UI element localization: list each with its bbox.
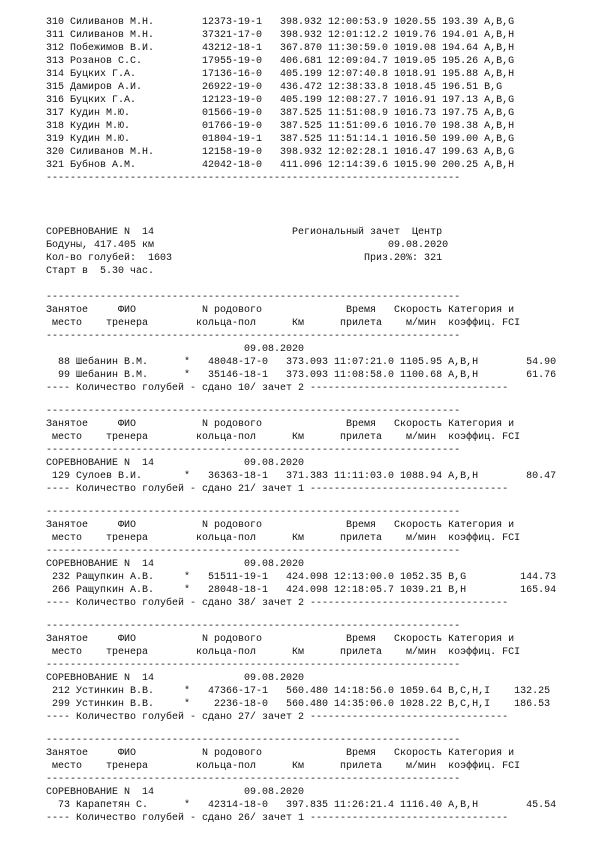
block-footer: ---- Количество голубей - сдано 26/ зачет 1 --------------------------------- [46,813,509,824]
competition-title: СОРЕВНОВАНИЕ N 14 Региональный зачет Центр [46,227,443,238]
block-title: 09.08.2020 [46,344,305,355]
column-header-row: Занятое ФИО N родового Время Скорость Категория и [46,520,515,531]
rule-line: --------------------------------------------------------------------- [46,660,461,671]
block-footer: ---- Количество голубей - сдано 10/ зачет 2 --------------------------------- [46,383,509,394]
column-header-row: Занятое ФИО N родового Время Скорость Категория и [46,305,515,316]
column-header-row: место тренера кольца-пол Км прилета м/мин коэффиц. FCI [46,318,521,329]
column-header-row: место тренера кольца-пол Км прилета м/мин коэффиц. FCI [46,761,521,772]
competition-pigeon-count: Кол-во голубей: 1603 Приз.20%: 321 [46,253,443,264]
competition-start: Старт в 5.30 час. [46,266,155,277]
result-row: 317 Кудин М.Ю. 01566-19-0 387.525 11:51:08.9 1016.73 197.75 A,B,G [46,108,515,119]
column-header-row: место тренера кольца-пол Км прилета м/мин коэффиц. FCI [46,432,521,443]
result-row: 312 Побежимов В.И. 43212-18-1 367.870 11:30:59.0 1019.08 194.64 A,B,H [46,43,515,54]
column-header-row: место тренера кольца-пол Км прилета м/мин коэффиц. FCI [46,647,521,658]
block-title: СОРЕВНОВАНИЕ N 14 09.08.2020 [46,787,305,798]
rule-line: --------------------------------------------------------------------- [46,406,461,417]
block-footer: ---- Количество голубей - сдано 27/ зачет 2 --------------------------------- [46,712,509,723]
result-row: 319 Кудин М.Ю. 01804-19-1 387.525 11:51:14.1 1016.50 199.00 A,B,G [46,134,515,145]
result-row: 266 Ращупкин А.В. * 28048-18-1 424.098 12:18:05.7 1039.21 B,H 165.94 [46,585,557,596]
result-row: 315 Дамиров А.И. 26922-19-0 436.472 12:38:33.8 1018.45 196.51 B,G [46,82,503,93]
rule-line: --------------------------------------------------------------------- [46,331,461,342]
block-footer: ---- Количество голубей - сдано 38/ зачет 2 --------------------------------- [46,598,509,609]
result-row: 314 Буцких Г.А. 17136-16-0 405.199 12:07:40.8 1018.91 195.88 A,B,H [46,69,515,80]
result-row: 212 Устинкин В.В. * 47366-17-1 560.480 14:18:56.0 1059.64 B,C,H,I 132.25 [46,686,551,697]
result-row: 99 Шебанин В.М. * 35146-18-1 373.093 11:08:58.0 1100.68 A,B,H 61.76 [46,370,557,381]
result-row: 299 Устинкин В.В. * 2236-18-0 560.480 14:35:06.0 1028.22 B,C,H,I 186.53 [46,699,551,710]
rule-line: --------------------------------------------------------------------- [46,173,461,184]
column-header-row: Занятое ФИО N родового Время Скорость Категория и [46,419,515,430]
column-header-row: Занятое ФИО N родового Время Скорость Категория и [46,634,515,645]
result-row: 321 Бубнов А.М. 42042-18-0 411.096 12:14:39.6 1015.90 200.25 A,B,H [46,160,515,171]
competition-location: Бодуны, 417.405 км 09.08.2020 [46,240,449,251]
block-title: СОРЕВНОВАНИЕ N 14 09.08.2020 [46,673,305,684]
rule-line: --------------------------------------------------------------------- [46,546,461,557]
column-header-row: место тренера кольца-пол Км прилета м/мин коэффиц. FCI [46,533,521,544]
result-row: 73 Карапетян С. * 42314-18-0 397.835 11:26:21.4 1116.40 A,B,H 45.54 [46,800,557,811]
rule-line: --------------------------------------------------------------------- [46,774,461,785]
result-row: 313 Розанов С.С. 17955-19-0 406.681 12:09:04.7 1019.05 195.26 A,B,G [46,56,515,67]
result-row: 311 Силиванов М.Н. 37321-17-0 398.932 12:01:12.2 1019.76 194.01 A,B,H [46,30,515,41]
result-row: 310 Силиванов М.Н. 12373-19-1 398.932 12:00:53.9 1020.55 193.39 A,B,G [46,17,515,28]
rule-line: --------------------------------------------------------------------- [46,621,461,632]
block-title: СОРЕВНОВАНИЕ N 14 09.08.2020 [46,458,305,469]
block-title: СОРЕВНОВАНИЕ N 14 09.08.2020 [46,559,305,570]
result-row: 318 Кудин М.Ю. 01766-19-0 387.525 11:51:09.6 1016.70 198.38 A,B,H [46,121,515,132]
rule-line: --------------------------------------------------------------------- [46,735,461,746]
rule-line: --------------------------------------------------------------------- [46,507,461,518]
result-row: 232 Ращупкин А.В. * 51511-19-1 424.098 12:13:00.0 1052.35 B,G 144.73 [46,572,557,583]
rule-line: --------------------------------------------------------------------- [46,445,461,456]
result-row: 316 Буцких Г.А. 12123-19-0 405.199 12:08:27.7 1016.91 197.13 A,B,G [46,95,515,106]
result-row: 129 Сулоев В.И. * 36363-18-1 371.383 11:11:03.0 1088.94 A,B,H 80.47 [46,471,557,482]
column-header-row: Занятое ФИО N родового Время Скорость Категория и [46,748,515,759]
result-row: 88 Шебанин В.М. * 48048-17-0 373.093 11:07:21.0 1105.95 A,B,H 54.90 [46,357,557,368]
rule-line: --------------------------------------------------------------------- [46,292,461,303]
result-row: 320 Силиванов М.Н. 12158-19-0 398.932 12:02:28.1 1016.47 199.63 A,B,G [46,147,515,158]
block-footer: ---- Количество голубей - сдано 21/ зачет 1 --------------------------------- [46,484,509,495]
